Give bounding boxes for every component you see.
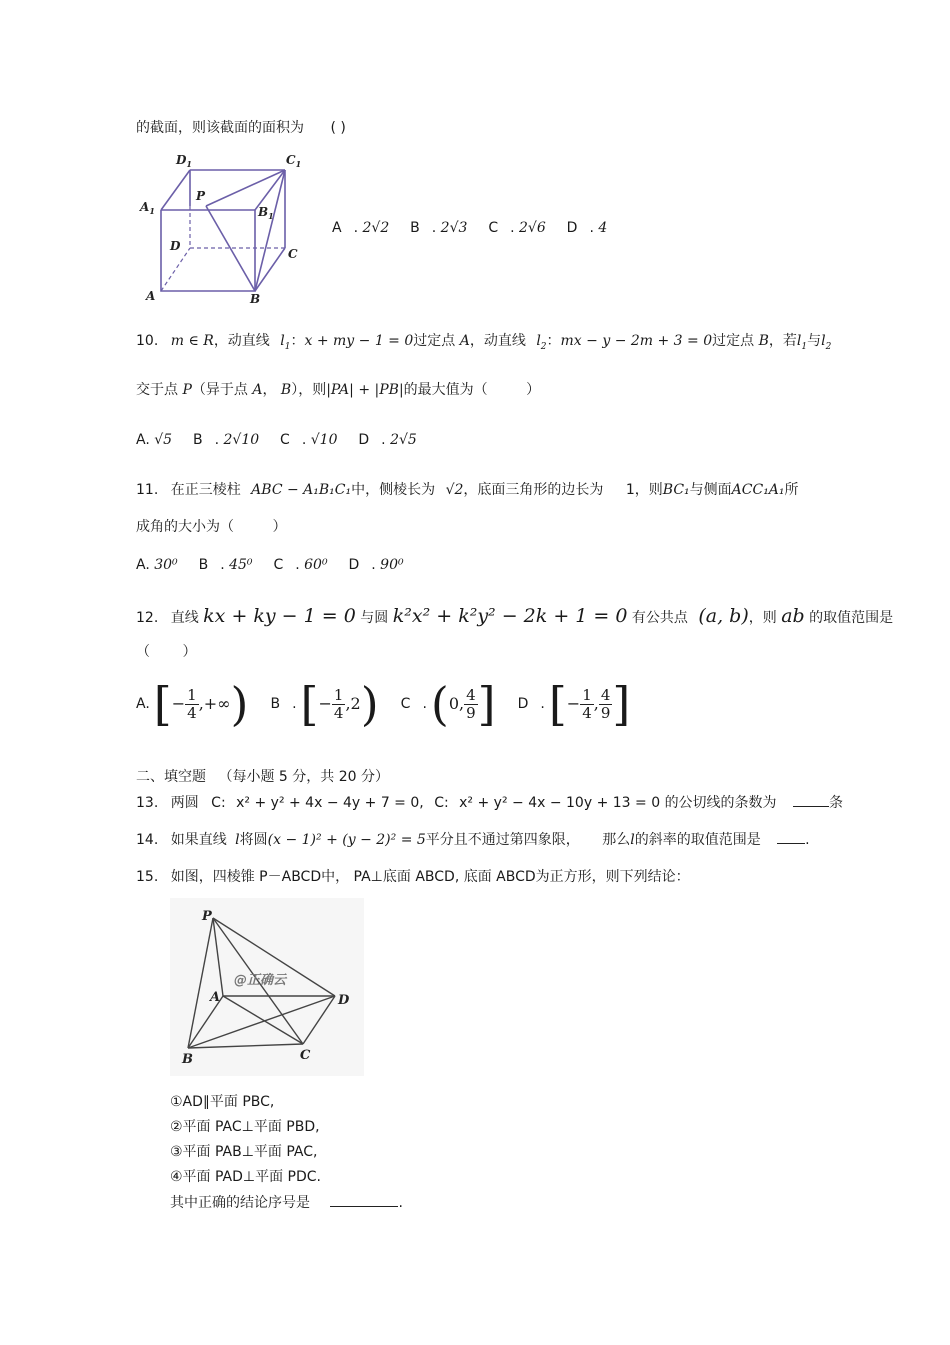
q12-line2 [136, 642, 196, 662]
q9-cube-figure [138, 148, 318, 308]
q10-eq2: mx − y − 2m + 3 = 0 [560, 333, 713, 349]
section2-heading-line [136, 767, 389, 787]
q11-t1: 在正三棱柱 [170, 482, 241, 498]
q9-tail-line [136, 118, 346, 138]
q11-edge: √2 [445, 482, 464, 498]
q10-opt-a: A. √5 [136, 432, 173, 448]
q10-l1-ref: $l_1$ [796, 333, 808, 352]
q10-line2-a: 交于点 [136, 382, 178, 398]
q12-options [136, 676, 630, 732]
q15-ask-line [170, 1192, 403, 1213]
watermark-text: @正确云 [234, 973, 287, 988]
q10-line2-e: ） [526, 382, 541, 398]
q11-opt-a: A. 30⁰ [136, 557, 178, 573]
pyr-label-a: A [210, 990, 221, 1005]
q14-number: 14. [136, 832, 159, 848]
q12-opt-b: B . [ − $\frac{1}{4}$ ,2 ) [270, 677, 379, 731]
q13-t3: 条 [829, 795, 844, 811]
q14-blank[interactable] [777, 829, 805, 844]
q14-end: . [805, 832, 810, 848]
q11-t4: ，则 [634, 482, 663, 498]
q11-face: ACC₁A₁ [731, 482, 785, 498]
q11-t2: 中，侧棱长为 [351, 482, 436, 498]
q10-t2: 过定点 [413, 333, 456, 349]
q11-line2-end: ） [272, 519, 287, 535]
q15-text: 如图，四棱锥 P－ABCD中， PA⊥底面 ABCD, 底面 ABCD为正方形，则下列结论： [170, 869, 690, 885]
q10-line2-c: ），则 [291, 382, 327, 398]
q15-blank[interactable] [330, 1192, 398, 1207]
q11-opt-b: B . 45⁰ [198, 557, 253, 573]
section-pc1 [206, 170, 285, 206]
q15-item-4: ④平面 PAD⊥平面 PDC. [170, 1169, 321, 1185]
q12-t4: ，则 [748, 610, 777, 626]
q14-l: l [235, 832, 240, 848]
q13-blank[interactable] [793, 792, 829, 807]
q14-t5: 的斜率的取值范围是 [634, 832, 761, 848]
q13-t2: 的公切线的条数为 [664, 795, 777, 811]
q12-line-eq: kx + ky − 1 = 0 [203, 605, 356, 627]
label-a1: $A_1$ [140, 200, 155, 216]
q9-tail-text: 的截面，则该截面的面积为 [136, 120, 304, 136]
cube-edge-a1d1 [161, 170, 190, 210]
q11-number: 11. [136, 482, 159, 498]
q11-options [136, 555, 404, 575]
q10-opt-d: D . 2√5 [358, 432, 417, 448]
q12-t5: 的取值范围是 [809, 610, 894, 626]
q11-opt-c: C . 60⁰ [273, 557, 328, 573]
q15-ask: 其中正确的结论序号是 [170, 1195, 310, 1211]
q11-t6: 所 [784, 482, 799, 498]
q14-eq: (x − 1)² + (y − 2)² = 5 [267, 832, 426, 848]
q14-line [136, 829, 810, 850]
q10-line2-b: （异于点 [191, 382, 248, 398]
q10-point-a: A [459, 333, 470, 349]
q14-t3: 平分且不通过第四象限， [425, 832, 580, 848]
label-p: P [196, 189, 206, 203]
q11-t5: 与侧面 [689, 482, 732, 498]
q14-t4: 那么 [602, 832, 631, 848]
q14-t1: 如果直线 [170, 832, 227, 848]
q15-end: . [398, 1195, 403, 1211]
q12-opt-d: D . [ − $\frac{1}{4}$ , $\frac{4}{9}$ ] [517, 677, 631, 731]
q9-paren: ( ) [330, 120, 346, 136]
q11-line2 [136, 517, 286, 537]
q12-number: 12. [136, 610, 159, 626]
q10-t5: ，若 [768, 333, 797, 349]
q15-line [136, 867, 690, 887]
q10-colon2: ： [546, 333, 561, 349]
q12-t2: 与圆 [360, 610, 389, 626]
q10-l2-ref: $l_2$ [821, 333, 832, 352]
q13-line [136, 792, 843, 813]
q10-l2: $l_2$ [536, 333, 547, 352]
q10-number: 10. [136, 333, 159, 349]
label-a: A [146, 289, 156, 303]
pyr-label-p: P [202, 909, 212, 924]
q13-t1: 两圆 [170, 795, 199, 811]
q11-bc1: BC₁ [662, 482, 690, 498]
q14-t2: 将圆 [239, 832, 268, 848]
cube-edge-bc [255, 248, 285, 291]
q14-l2: l [630, 832, 635, 848]
q10-line2-a-pt: A [252, 382, 263, 398]
q9-opt-d: D . 4 [566, 220, 608, 236]
label-b: B [250, 292, 261, 306]
q12-ab: ab [781, 605, 805, 627]
q13-c1: C: [211, 795, 226, 811]
pyr-label-d: D [338, 993, 350, 1008]
q10-line2-d: 的最大值为（ [403, 382, 488, 398]
q11-prism: ABC − A₁B₁C₁ [251, 482, 352, 498]
q9-options [332, 218, 607, 238]
q10-l1: $l_1$ [280, 333, 291, 352]
q10-point-b: B [758, 333, 769, 349]
q15-pyramid-figure [170, 898, 364, 1076]
q11-opt-d: D . 90⁰ [348, 557, 404, 573]
q9-opt-b: B . 2√3 [410, 220, 468, 236]
q12-opt-a: A. [ − $\frac{1}{4}$ ,+∞ ) [136, 677, 249, 731]
q10-t6: 与 [807, 333, 822, 349]
q12-paren-r: ） [182, 644, 197, 660]
q10-line2 [136, 380, 540, 400]
pyr-label-c: C [300, 1048, 311, 1063]
label-b1: $B_1$ [258, 205, 274, 221]
q10-colon: ： [290, 333, 305, 349]
q10-point-p: P [182, 382, 192, 398]
q15-item-1: ①AD∥平面 PBC, [170, 1094, 275, 1110]
q12-point: (a, b) [698, 605, 749, 627]
q13-c2: C: [434, 795, 449, 811]
q10-eq1: x + my − 1 = 0 [304, 333, 414, 349]
q10-t4: 过定点 [712, 333, 755, 349]
section2-note: （每小题 5 分，共 20 分） [218, 769, 389, 785]
q11-line2-text: 成角的大小为（ [136, 519, 234, 535]
q10-line2-b-pt: B [280, 382, 292, 398]
section-c1b [255, 170, 285, 291]
q13-eq2: x² + y² − 4x − 10y + 13 = 0 [459, 795, 661, 811]
q13-eq1: x² + y² + 4x − 4y + 7 = 0, [236, 795, 424, 811]
q10-line1 [136, 331, 831, 357]
q10-options [136, 430, 417, 450]
hidden-edge-ad [161, 248, 190, 291]
pyr-label-b: B [182, 1052, 193, 1067]
label-d1: $D_1$ [176, 153, 192, 169]
q13-number: 13. [136, 795, 159, 811]
q11-t3: ，底面三角形的边长为 [463, 482, 604, 498]
q10-t3: ，动直线 [469, 333, 526, 349]
section2-heading: 二、填空题 [136, 769, 206, 785]
q12-paren-l: （ [136, 644, 150, 660]
q15-item-2: ②平面 PAC⊥平面 PBD, [170, 1119, 320, 1135]
label-d: D [170, 239, 181, 253]
q12-t1: 直线 [170, 610, 199, 626]
q12-opt-c: C . ( 0, $\frac{4}{9}$ ] [400, 677, 496, 731]
q15-item-3: ③平面 PAB⊥平面 PAC, [170, 1144, 318, 1160]
q10-expr: |PA| + |PB| [326, 382, 404, 398]
q10-t1: ，动直线 [213, 333, 270, 349]
label-c: C [288, 247, 298, 261]
q11-line1 [136, 480, 799, 500]
q9-opt-a: A . 2√2 [332, 220, 390, 236]
q11-side: 1 [625, 482, 635, 498]
q15-number: 15. [136, 869, 159, 885]
q10-opt-b: B . 2√10 [192, 432, 260, 448]
q12-circle-eq: k²x² + k²y² − 2k + 1 = 0 [392, 605, 628, 627]
label-c1: $C_1$ [286, 153, 302, 169]
q12-line1 [136, 602, 893, 632]
q12-t3: 有公共点 [631, 610, 688, 626]
q10-line2-comma: ， [262, 382, 277, 398]
q10-opt-c: C . √10 [280, 432, 338, 448]
q10-m: m ∈ R [170, 333, 214, 349]
q9-opt-c: C . 2√6 [488, 220, 546, 236]
